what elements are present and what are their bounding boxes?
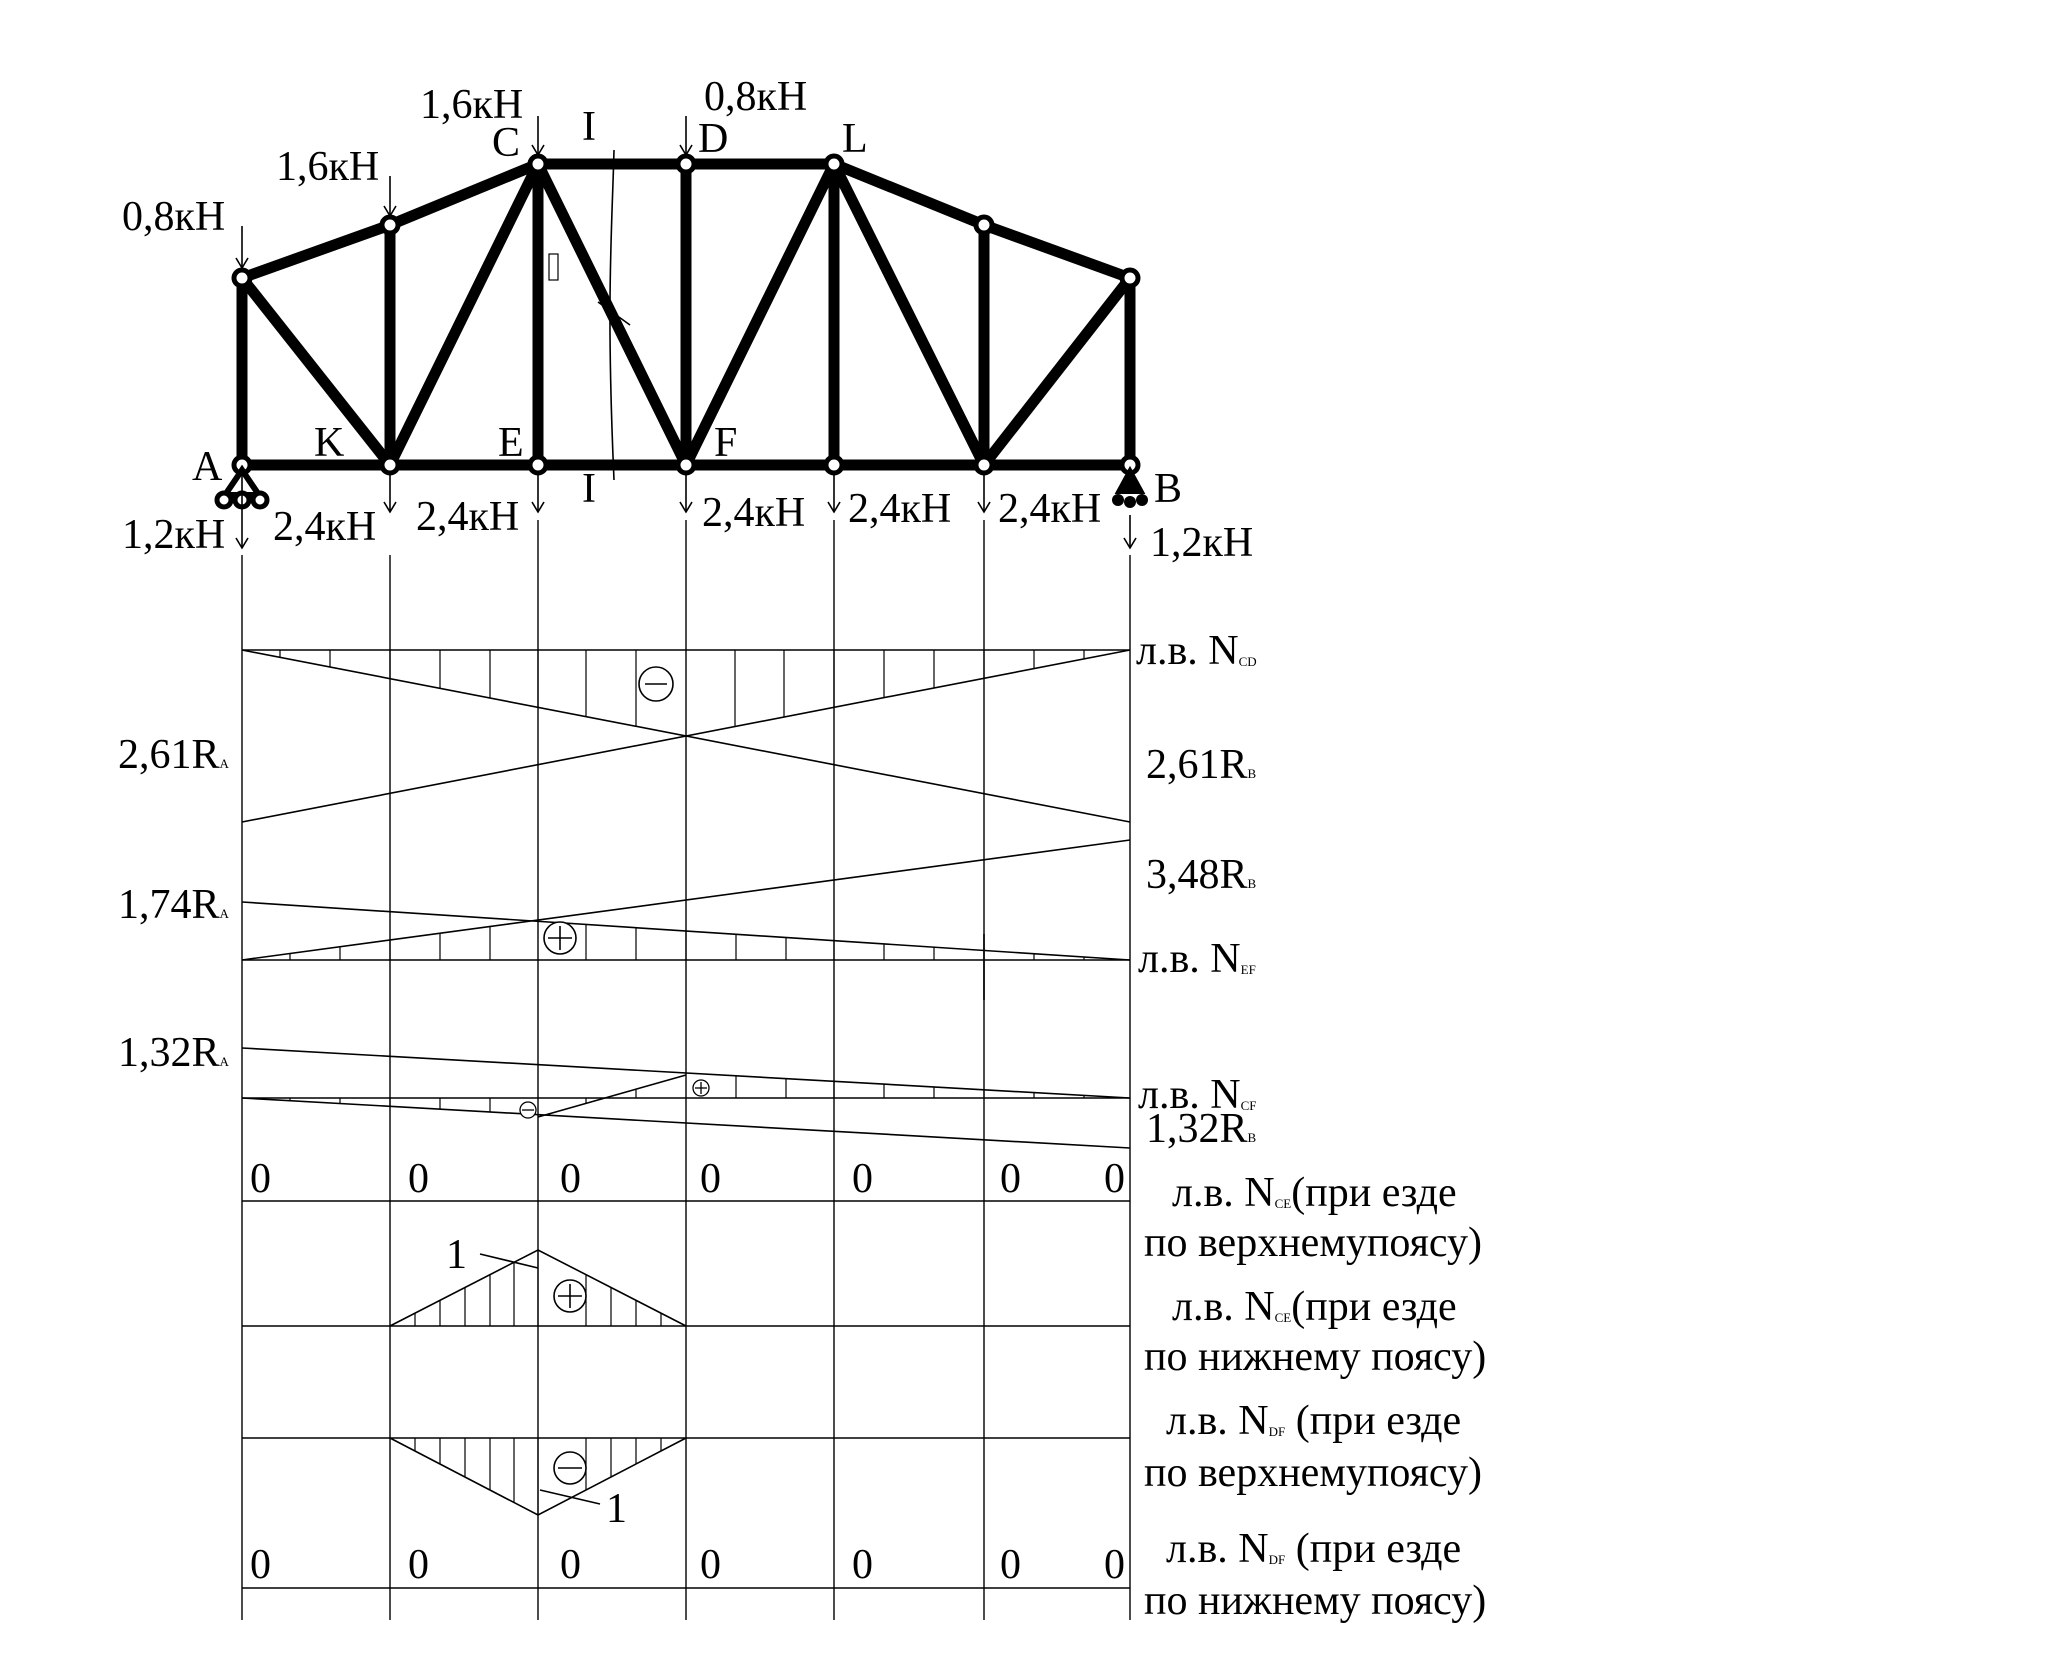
joint: [530, 457, 546, 473]
zero-label: 0: [1000, 1542, 1021, 1588]
il-ncf: [118, 1030, 1257, 1152]
diagonal-6: [984, 278, 1130, 465]
load-label-c: 1,6кН: [420, 82, 524, 128]
zero-label: 0: [560, 1156, 581, 1202]
node-label-e: E: [498, 420, 524, 466]
ordinate-1-32-rb: 1,32RB: [1146, 1106, 1257, 1152]
zero-label: 0: [852, 1542, 873, 1588]
zero-label: 0: [408, 1156, 429, 1202]
load-label-f: 2,4кН: [702, 490, 806, 536]
load-label-k: 2,4кН: [273, 504, 377, 550]
projection-lines: [242, 520, 1130, 1620]
load-label-d: 0,8кН: [704, 74, 808, 120]
il-ndf-bottom-label: л.в. NDF (при езде: [1166, 1526, 1462, 1572]
joint: [826, 457, 842, 473]
diagonal-4: [686, 164, 834, 465]
il-ncf-label: л.в. NCF: [1138, 1072, 1257, 1118]
node-label-d: D: [698, 116, 729, 162]
joint: [1122, 270, 1138, 286]
il-nce-top-label: л.в. NCE(при езде: [1172, 1170, 1457, 1216]
load-label-e: 2,4кН: [416, 494, 520, 540]
ordinate-one: 1: [446, 1232, 467, 1278]
il-ndf-bottom-label-line2: по нижнему поясу): [1144, 1578, 1487, 1624]
joint: [678, 457, 694, 473]
zero-row-1: [250, 1156, 1125, 1202]
node-label-l: L: [842, 116, 868, 162]
leader-line: [540, 1490, 600, 1504]
leader-line: [480, 1254, 538, 1268]
connecting-line: [538, 1075, 686, 1117]
il-ncd: [118, 628, 1257, 822]
truss: [122, 74, 1253, 566]
node-label-b: B: [1154, 466, 1183, 512]
zero-label: 0: [408, 1542, 429, 1588]
node-label-c: C: [492, 120, 521, 166]
node-label-a: A: [192, 444, 223, 490]
il-ncd-label: л.в. NCD: [1136, 628, 1257, 674]
minus-sign: [639, 667, 673, 701]
ordinate-1-74-ra: 1,74RA: [118, 882, 229, 928]
minus-sign: [520, 1102, 536, 1118]
zero-label: 0: [700, 1542, 721, 1588]
support-b: [1112, 470, 1148, 508]
joint: [976, 217, 992, 233]
zero-label: 0: [1104, 1542, 1125, 1588]
load-label-b: 1,2кН: [1150, 520, 1254, 566]
ordinate-1-32-ra: 1,32RA: [118, 1030, 229, 1076]
joint: [530, 156, 546, 172]
joint: [382, 217, 398, 233]
il-nce-top: [242, 1156, 1482, 1266]
plus-sign: [554, 1280, 586, 1312]
zero-label: 0: [700, 1156, 721, 1202]
zero-label: 0: [560, 1542, 581, 1588]
load-label-top2: 1,6кН: [276, 144, 380, 190]
il-ndf-top-label-line2: по верхнемупоясу): [1144, 1450, 1482, 1496]
minus-sign: [554, 1452, 586, 1484]
load-label-a: 1,2кН: [122, 512, 226, 558]
section-label-bottom: I: [582, 466, 596, 512]
joint: [234, 270, 250, 286]
section-label-top: I: [582, 104, 596, 150]
il-nce-top-label-line2: по верхнемупоясу): [1144, 1220, 1482, 1266]
node-label-k: K: [314, 420, 345, 466]
il-ndf-top-label: л.в. NDF (при езде: [1166, 1398, 1462, 1444]
joint: [976, 457, 992, 473]
il-nce-bottom-label: л.в. NCE(при езде: [1172, 1284, 1457, 1330]
zero-label: 0: [1104, 1156, 1125, 1202]
il-ndf-bottom: [242, 1526, 1486, 1624]
zero-label: 0: [250, 1542, 271, 1588]
joint: [826, 156, 842, 172]
plus-sign: [693, 1080, 709, 1096]
zero-label: 0: [250, 1156, 271, 1202]
plus-sign: [544, 922, 576, 954]
load-label-5: 2,4кН: [848, 486, 952, 532]
diagonal-5: [834, 164, 984, 465]
load-label-top1: 0,8кН: [122, 194, 226, 240]
ordinate-3-48-rb: 3,48RB: [1146, 852, 1257, 898]
node-label-f: F: [714, 420, 738, 466]
il-ndf-top: [242, 1398, 1482, 1532]
load-label-6: 2,4кН: [998, 486, 1102, 532]
il-nce-bottom-label-line2: по нижнему поясу): [1144, 1334, 1487, 1380]
zero-label: 0: [1000, 1156, 1021, 1202]
joint: [382, 457, 398, 473]
zero-row-2: [250, 1542, 1125, 1588]
zero-label: 0: [852, 1156, 873, 1202]
il-nef: [118, 840, 1257, 1000]
joint: [678, 156, 694, 172]
ordinate-2-61-ra: 2,61RA: [118, 732, 229, 778]
ordinate-2-61-rb: 2,61RB: [1146, 742, 1257, 788]
section-mark: [549, 254, 558, 280]
il-nef-label: л.в. NEF: [1138, 936, 1256, 982]
ordinate-one: 1: [606, 1486, 627, 1532]
